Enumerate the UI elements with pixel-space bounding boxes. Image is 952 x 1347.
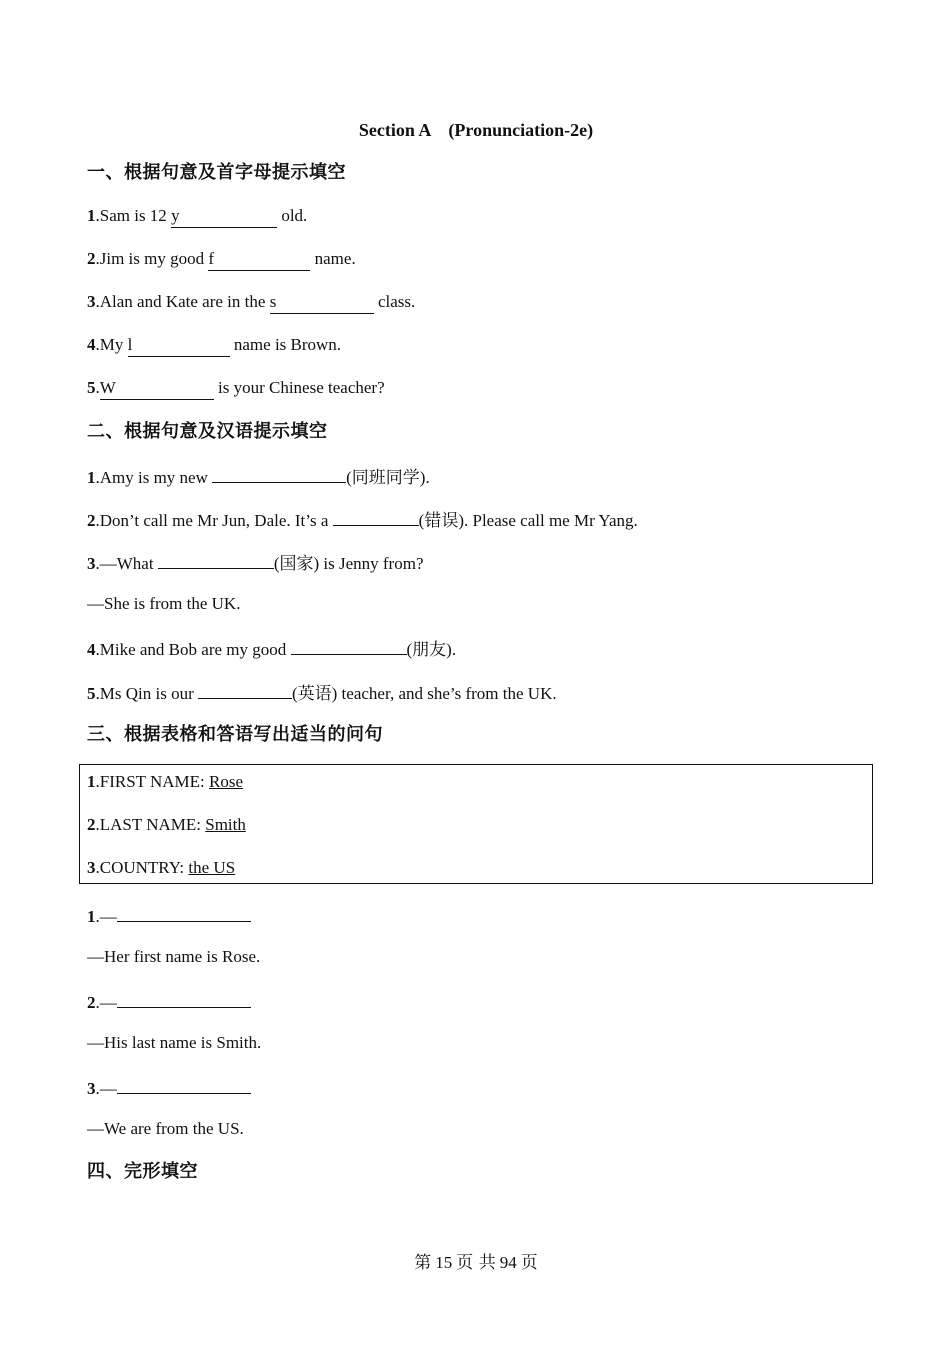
part2-item-4: 4.Mike and Bob are my good (朋友).	[87, 636, 456, 661]
part2-item-3: 3.—What (国家) is Jenny from?	[87, 550, 424, 575]
answer-blank[interactable]: f	[208, 248, 310, 271]
part2-item-2: 2.Don’t call me Mr Jun, Dale. It’s a (错误). Please call me Mr Yang.	[87, 507, 638, 532]
item-number: 3	[87, 292, 96, 311]
item-number: 4	[87, 640, 96, 659]
item-number: 2	[87, 249, 96, 268]
answer-blank[interactable]	[117, 989, 251, 1008]
section-title: Section A (Pronunciation-2e)	[358, 120, 594, 140]
part1-item-3: 3.Alan and Kate are in the s class.	[87, 291, 415, 314]
item-number: 1	[87, 468, 96, 487]
answer-blank[interactable]: y	[171, 205, 277, 228]
part2-answer-3: —She is from the UK.	[87, 594, 241, 613]
part2-item-5: 5.Ms Qin is our (英语) teacher, and she’s from the UK.	[87, 680, 557, 705]
answer-blank[interactable]	[158, 550, 274, 569]
item-number: 2	[87, 511, 96, 530]
answer-blank[interactable]	[333, 507, 419, 526]
part1-item-5: 5.W is your Chinese teacher?	[87, 377, 385, 400]
item-number: 5	[87, 378, 96, 397]
part3-question-2: 2.—	[87, 989, 251, 1014]
part3-heading: 三、根据表格和答语写出适当的问句	[87, 724, 383, 745]
table-value: Smith	[205, 815, 246, 834]
part1-item-2: 2.Jim is my good f name.	[87, 248, 356, 271]
answer-blank[interactable]: W	[100, 377, 214, 400]
part3-question-3: 3.—	[87, 1075, 251, 1100]
answer-blank[interactable]	[212, 464, 346, 483]
item-number: 1	[87, 206, 96, 225]
part1-item-4: 4.My l name is Brown.	[87, 334, 341, 357]
answer-blank[interactable]: l	[128, 334, 230, 357]
table-row: 2.LAST NAME: Smith	[87, 815, 246, 834]
part3-question-1: 1.—	[87, 903, 251, 928]
page-footer: 第 15 页 共 94 页	[414, 1253, 538, 1273]
item-number: 5	[87, 684, 96, 703]
part3-answer-3: —We are from the US.	[87, 1119, 244, 1138]
table-row: 1.FIRST NAME: Rose	[87, 772, 244, 791]
page-total: 94	[499, 1253, 517, 1272]
part4-heading: 四、完形填空	[87, 1161, 198, 1182]
answer-blank[interactable]	[117, 903, 251, 922]
item-number: 4	[87, 335, 96, 354]
part3-answer-2: —His last name is Smith.	[87, 1033, 262, 1052]
table-row: 3.COUNTRY: the US	[87, 857, 259, 879]
part3-answer-1: —Her first name is Rose.	[87, 947, 261, 966]
answer-blank[interactable]: s	[270, 291, 374, 314]
answer-blank[interactable]	[117, 1075, 251, 1094]
page-number: 15	[435, 1253, 453, 1272]
part2-item-1: 1.Amy is my new (同班同学).	[87, 464, 430, 489]
table-value: the US	[188, 858, 236, 877]
table-value: Rose	[209, 772, 244, 791]
answer-blank[interactable]	[291, 636, 407, 655]
answer-blank[interactable]	[198, 680, 292, 699]
item-number: 3	[87, 554, 96, 573]
info-table	[79, 764, 873, 884]
part1-item-1: 1.Sam is 12 y old.	[87, 205, 307, 228]
part1-heading: 一、根据句意及首字母提示填空	[87, 162, 346, 183]
part2-heading: 二、根据句意及汉语提示填空	[87, 421, 328, 442]
